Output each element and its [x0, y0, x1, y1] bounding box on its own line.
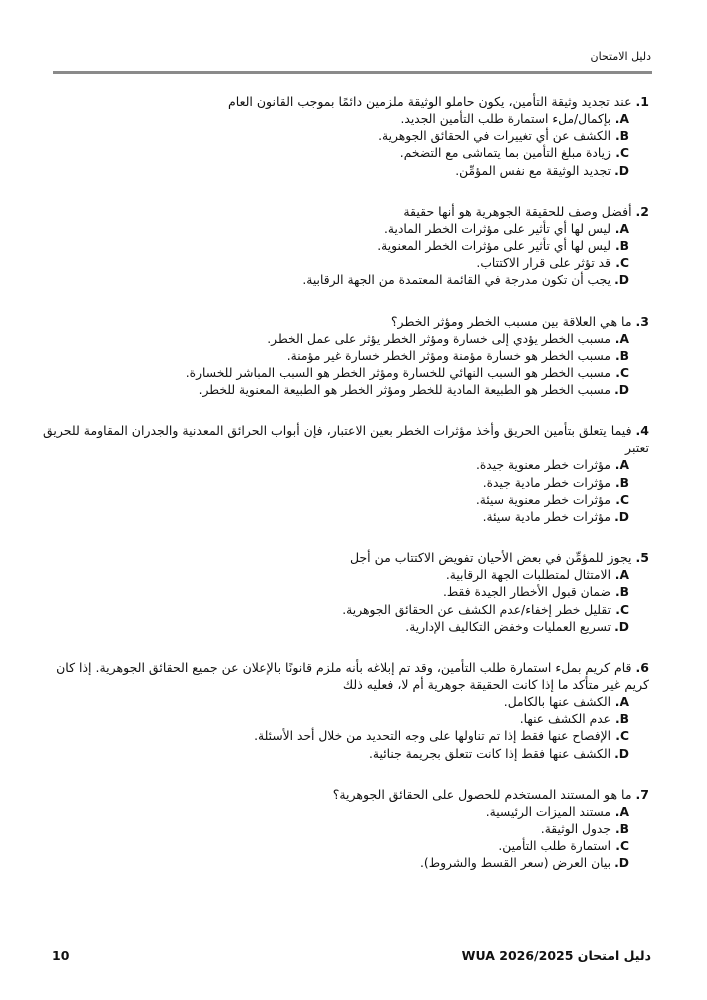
option-letter: C.: [615, 602, 629, 617]
question-text: ما هو المستند المستخدم للحصول على الحقائق الجوهرية؟: [332, 786, 632, 802]
header-title: دليل الامتحان: [590, 50, 651, 63]
option-letter: C.: [615, 256, 629, 271]
option-d: [40, 382, 629, 399]
option-c: [40, 602, 629, 619]
option-letter: B.: [614, 475, 629, 490]
option-letter: C.: [615, 729, 629, 744]
option-a: [40, 111, 629, 128]
option-c: [40, 838, 629, 855]
option-text: الكشف عنها فقط إذا كانت تتعلق بجريمة جنائية.: [368, 746, 611, 761]
question-text: عند تجديد وثيقة التأمين، يكون حاملو الوثيقة ملزمين دائمًا بموجب القانون العام: [228, 94, 632, 109]
option-c: [40, 728, 629, 745]
option-text: عدم الكشف عنها.: [519, 712, 611, 727]
option-text: تسريع العمليات وخفض التكاليف الإدارية.: [405, 619, 611, 634]
option-letter: C.: [615, 366, 629, 381]
option-letter: D.: [614, 746, 629, 761]
option-text: مسبب الخطر هو خسارة مؤمنة ومؤثر الخطر خسارة غير مؤمنة.: [286, 348, 611, 363]
question-text: يجوز للمؤمِّن في بعض الأحيان تفويض الاكتتاب من أجل: [349, 550, 632, 566]
option-c: [40, 255, 629, 272]
option-letter: D.: [614, 163, 629, 178]
option-letter: C.: [615, 492, 629, 507]
option-a: [40, 457, 629, 474]
option-text: الكشف عنها بالكامل.: [503, 695, 611, 710]
option-letter: D.: [614, 510, 629, 525]
option-text: يجب أن تكون مدرجة في القائمة المعتمدة من الجهة الرقابية.: [302, 273, 611, 288]
option-a: [40, 331, 629, 348]
question-number: 7.: [635, 786, 649, 802]
option-b: [40, 584, 629, 601]
option-d: [40, 272, 629, 289]
option-letter: D.: [614, 383, 629, 398]
option-letter: A.: [614, 331, 629, 346]
option-text: مؤثرات خطر معنوية جيدة.: [475, 458, 611, 473]
option-b: [40, 475, 629, 492]
question-number: 6.: [635, 660, 649, 676]
option-text: تجديد الوثيقة مع نفس المؤمِّن.: [455, 163, 611, 178]
question-text: أفضل وصف للحقيقة الجوهرية هو أنها حقيقة: [403, 203, 632, 219]
option-letter: D.: [614, 273, 629, 288]
option-text: الكشف عن أي تغييرات في الحقائق الجوهرية.: [378, 129, 611, 144]
option-d: [40, 746, 629, 763]
option-text: قد تؤثر على قرار الاكتتاب.: [476, 256, 611, 271]
option-c: [40, 365, 629, 382]
option-letter: A.: [614, 221, 629, 236]
option-letter: B.: [614, 348, 629, 363]
option-letter: D.: [614, 856, 629, 871]
option-b: [40, 348, 629, 365]
question-number: 1.: [635, 94, 649, 109]
question-number: 2.: [635, 203, 649, 219]
option-text: مؤثرات خطر مادية جيدة.: [482, 475, 611, 490]
option-b: [40, 238, 629, 255]
option-b: [40, 711, 629, 728]
option-a: [40, 221, 629, 238]
option-letter: C.: [615, 839, 629, 854]
option-d: [40, 855, 629, 872]
header-divider: [53, 71, 652, 74]
option-a: [40, 804, 629, 821]
option-text: الامتثال لمتطلبات الجهة الرقابية.: [445, 568, 611, 583]
questions-list: [40, 93, 649, 896]
option-d: [40, 163, 629, 180]
option-text: مستند الميزات الرئيسية.: [485, 804, 611, 819]
option-text: ليس لها أي تأثير على مؤثرات الخطر المعنوية.: [377, 239, 611, 254]
question-text: فيما يتعلق بتأمين الحريق وأخذ مؤثرات الخطر بعين الاعتبار، فإن أبواب الحرائق المعدنية والجدران المقاومة للحريق تعتبر: [42, 423, 649, 456]
option-letter: B.: [614, 822, 629, 837]
option-letter: B.: [614, 239, 629, 254]
question-number: 5.: [635, 550, 649, 566]
question-7: [40, 786, 649, 873]
option-letter: C.: [615, 146, 629, 161]
option-text: الإفصاح عنها فقط إذا تم تناولها على وجه التحديد من خلال أحد الأسئلة.: [254, 729, 611, 744]
option-c: [40, 145, 629, 162]
question-5: [40, 549, 649, 636]
option-text: بإكمال/ملء استمارة طلب التأمين الجديد.: [400, 112, 611, 126]
option-letter: D.: [614, 619, 629, 634]
option-text: ليس لها أي تأثير على مؤثرات الخطر المادية.: [384, 221, 611, 236]
option-letter: A.: [614, 804, 629, 819]
question-6: [40, 659, 649, 763]
option-b: [40, 128, 629, 145]
option-b: [40, 821, 629, 838]
option-text: تقليل خطر إخفاء/عدم الكشف عن الحقائق الجوهرية.: [342, 602, 611, 617]
option-text: مسبب الخطر يؤدي إلى خسارة ومؤثر الخطر يؤثر على عمل الخطر.: [267, 331, 611, 346]
option-text: مسبب الخطر هو السبب النهائي للخسارة ومؤثر الخطر هو السبب المباشر للخسارة.: [185, 366, 611, 381]
option-letter: B.: [614, 585, 629, 600]
option-letter: B.: [614, 129, 629, 144]
question-1: [40, 93, 649, 180]
option-text: استمارة طلب التأمين.: [498, 839, 611, 854]
option-d: [40, 509, 629, 526]
option-text: مؤثرات خطر معنوية سيئة.: [475, 492, 611, 507]
option-text: ضمان قبول الأخطار الجيدة فقط.: [442, 585, 611, 600]
footer-guide-label: دليل امتحان 2026/2025 WUA: [461, 948, 651, 963]
option-a: [40, 694, 629, 711]
question-number: 4.: [635, 423, 649, 439]
option-text: جدول الوثيقة.: [540, 822, 611, 837]
option-a: [40, 567, 629, 584]
question-4: [40, 422, 649, 526]
option-d: [40, 619, 629, 636]
option-letter: A.: [614, 568, 629, 583]
option-letter: A.: [614, 695, 629, 710]
page-number: 10: [52, 948, 70, 963]
option-text: بيان العرض (سعر القسط والشروط).: [419, 856, 611, 871]
option-letter: A.: [614, 112, 629, 126]
option-text: مؤثرات خطر مادية سيئة.: [482, 510, 611, 525]
option-text: مسبب الخطر هو الطبيعة المادية للخطر ومؤثر الخطر هو الطبيعة المعنوية للخطر.: [198, 383, 611, 398]
option-c: [40, 492, 629, 509]
question-2: [40, 203, 649, 290]
question-number: 3.: [635, 313, 649, 329]
question-text: ما هي العلاقة بين مسبب الخطر ومؤثر الخطر؟: [390, 313, 632, 329]
option-letter: A.: [614, 458, 629, 473]
question-3: [40, 313, 649, 400]
question-text: قام كريم بملء استمارة طلب التأمين، وقد تم إبلاغه بأنه ملزم قانونًا بالإعلان عن جميع الحقائق الجوهرية. إذا كان كريم غير متأكد ما إذا كانت الحقيقة جوهرية أم لا، فعليه ذلك: [56, 660, 649, 693]
option-text: زيادة مبلغ التأمين بما يتماشى مع التضخم.: [399, 146, 611, 161]
option-letter: B.: [614, 712, 629, 727]
